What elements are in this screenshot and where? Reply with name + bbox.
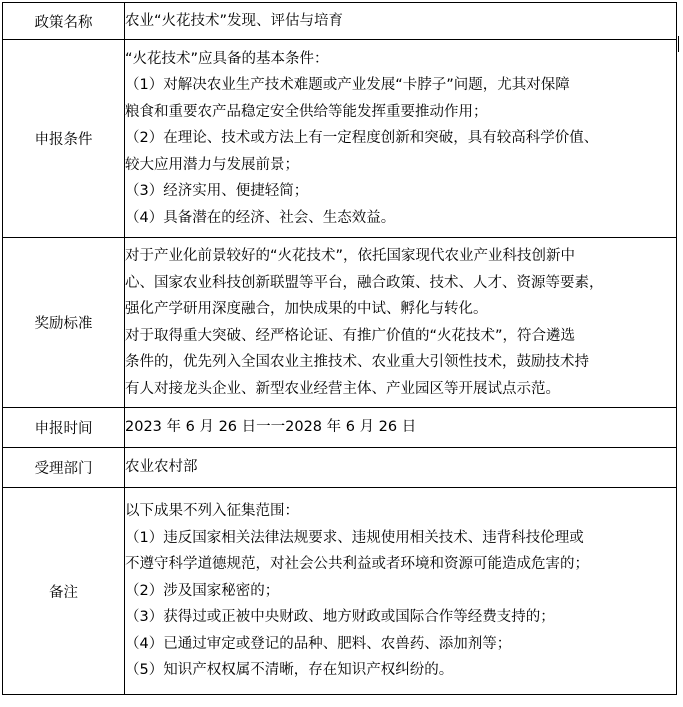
- conditions-line: 粮食和重要农产品稳定安全供给等能发挥重要推动作用；: [125, 103, 488, 120]
- time-text: 2023 年 6 月 26 日一一2028 年 6 月 26 日: [125, 419, 417, 436]
- label-reward: 奖励标准: [3, 238, 125, 408]
- reward-line: 心、国家农业科技创新联盟等平台，融合政策、技术、人才、资源等要素，: [125, 274, 604, 291]
- conditions-line: （4）具备潜在的经济、社会、生态效益。: [125, 209, 396, 226]
- row-time: [3, 408, 677, 448]
- value-notes: [125, 488, 677, 695]
- row-notes: [3, 488, 677, 695]
- notes-line: 以下成果不列入征集范围：: [125, 503, 299, 520]
- value-reward: [125, 238, 677, 408]
- row-conditions: [3, 40, 677, 238]
- notes-line: （2）涉及国家秘密的；: [125, 582, 280, 599]
- policy-name-text: 农业“火花技术”发现、评估与培育: [125, 12, 344, 29]
- notes-line: （4）已通过审定或登记的品种、肥料、农兽药、添加剂等；: [125, 635, 512, 652]
- label-conditions: 申报条件: [3, 40, 125, 238]
- value-dept: [125, 448, 677, 488]
- reward-line: 对于产业化前景较好的“火花技术”，依托国家现代农业产业科技创新中: [125, 248, 576, 264]
- value-time: [125, 408, 677, 448]
- conditions-line: （3）经济实用、便捷轻简；: [125, 183, 309, 200]
- label-dept: 受理部门: [3, 448, 125, 488]
- reward-line: 条件的，优先列入全国农业主推技术、农业重大引领性技术，鼓励技术持: [125, 354, 589, 370]
- notes-line: （3）获得过或正被中央财政、地方财政或国际合作等经费支持的；: [125, 609, 555, 626]
- row-policy-name: [3, 3, 677, 40]
- conditions-line: （2）在理论、技术或方法上有一定程度创新和突破，具有较高科学价值、: [125, 130, 599, 147]
- dept-text: 农业农村部: [125, 459, 198, 476]
- border-artifact: [678, 36, 679, 52]
- reward-line: 有人对接龙头企业、新型农业经营主体、产业园区等开展试点示范。: [125, 380, 560, 397]
- notes-line: （5）知识产权权属不清晰，存在知识产权纠纷的。: [125, 662, 454, 679]
- reward-line: 对于取得重大突破、经严格论证、有推广价值的“火花技术”，符合遴选: [125, 327, 576, 344]
- reward-line: 强化产学研用深度融合，加快成果的中试、孵化与转化。: [125, 301, 488, 317]
- conditions-line: 较大应用潜力与发展前景；: [125, 156, 299, 173]
- value-policy-name: [125, 3, 677, 40]
- value-conditions: [125, 40, 677, 238]
- row-dept: [3, 448, 677, 488]
- row-reward: [3, 238, 677, 408]
- notes-line: （1）违反国家相关法律法规要求、违规使用相关技术、违背科技伦理或: [125, 529, 584, 546]
- label-time: 申报时间: [3, 408, 125, 448]
- label-notes: 备注: [3, 488, 125, 695]
- label-policy-name: 政策名称: [3, 3, 125, 40]
- notes-line: 不遵守科学道德规范，对社会公共利益或者环境和资源可能造成危害的；: [125, 556, 589, 573]
- conditions-line: （1）对解决农业生产技术难题或产业发展“卡脖子”问题，尤其对保障: [125, 77, 570, 94]
- policy-table: [2, 2, 677, 695]
- conditions-line: “火花技术”应具备的基本条件：: [125, 50, 329, 67]
